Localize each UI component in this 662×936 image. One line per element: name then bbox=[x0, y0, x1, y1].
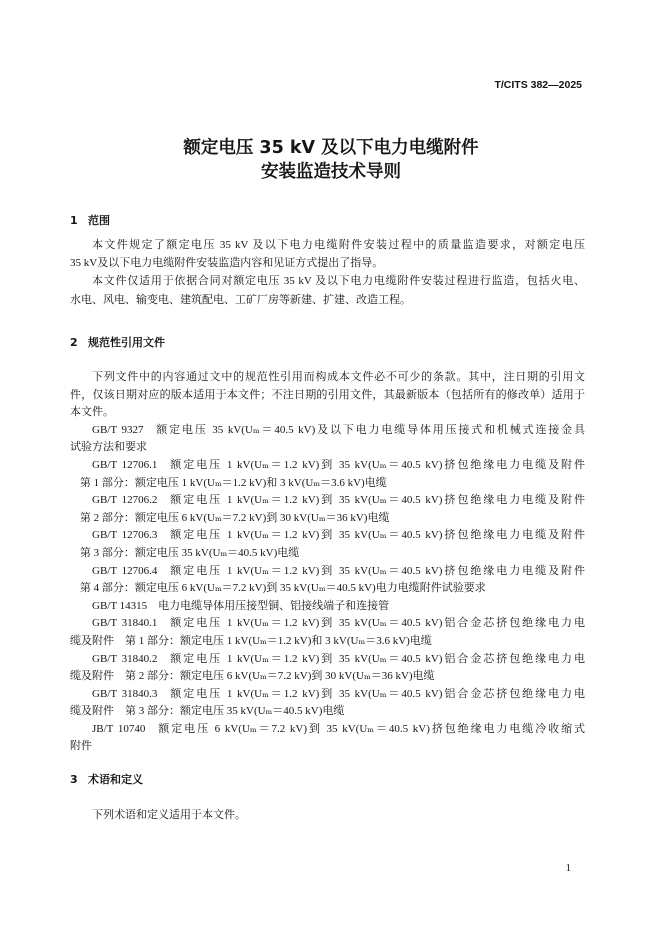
reference-code: GB/T 9327 bbox=[92, 423, 144, 436]
reference-title: 额定电压 1 kV(Uₘ＝1.2 kV)到 35 kV(Uₘ＝40.5 kV)挤包绝缘电力电缆及附件 bbox=[168, 529, 586, 542]
reference-title: 额定电压 6 kV(Uₘ＝7.2 kV)到 35 kV(Uₘ＝40.5 kV)挤包绝缘电力电缆冷收缩式 bbox=[156, 722, 585, 735]
paragraph-line: 水电、风电、输变电、建筑配电、工矿厂房等新建、扩建、改造工程。 bbox=[70, 293, 411, 306]
reference-line: 缆及附件 第 3 部分：额定电压 35 kV(Uₘ＝40.5 kV)电缆 bbox=[70, 705, 345, 718]
reference-title: 额定电压 1 kV(Uₘ＝1.2 kV)到 35 kV(Uₘ＝40.5 kV)铝合金芯挤包绝缘电力电 bbox=[168, 617, 586, 630]
title-line-1: 额定电压 35 kV 及以下电力电缆附件 bbox=[183, 138, 479, 158]
reference-line: 第 4 部分：额定电压 6 kV(Uₘ＝7.2 kV)到 35 kV(Uₘ＝40.5 kV)电力电缆附件试验要求 bbox=[79, 582, 486, 595]
reference-line bbox=[70, 422, 585, 440]
section-title: 规范性引用文件 bbox=[88, 336, 165, 349]
reference-code: GB/T 31840.2 bbox=[92, 652, 158, 665]
reference-line bbox=[70, 598, 585, 616]
reference-line bbox=[70, 615, 585, 633]
paragraph-line: 件，仅该日期对应的版本适用于本文件；不注日期的引用文件，其最新版本（包括所有的修改单）适用于 bbox=[70, 388, 585, 401]
reference-line bbox=[70, 457, 585, 475]
reference-entry bbox=[70, 615, 585, 650]
reference-entry bbox=[70, 457, 585, 492]
section-body-terms-definitions bbox=[70, 806, 585, 824]
reference-title: 额定电压 1 kV(Uₘ＝1.2 kV)到 35 kV(Uₘ＝40.5 kV)铝合金芯挤包绝缘电力电 bbox=[168, 652, 586, 665]
paragraph-line: 下列术语和定义适用于本文件。 bbox=[92, 809, 246, 821]
standard-number: T/CITS 382—2025 bbox=[494, 79, 582, 91]
section-title: 术语和定义 bbox=[88, 773, 143, 786]
reference-title: 额定电压 1 kV(Uₘ＝1.2 kV)到 35 kV(Uₘ＝40.5 kV)挤包绝缘电力电缆及附件 bbox=[168, 564, 586, 577]
reference-line bbox=[70, 721, 585, 739]
paragraph bbox=[70, 272, 585, 308]
section-number: 1 bbox=[70, 214, 78, 227]
reference-line: 第 2 部分：额定电压 6 kV(Uₘ＝7.2 kV)到 30 kV(Uₘ＝36 kV)电缆 bbox=[79, 511, 390, 524]
paragraph-line: 本文件。 bbox=[70, 406, 114, 419]
reference-title: 额定电压 1 kV(Uₘ＝1.2 kV)到 35 kV(Uₘ＝40.5 kV)铝合金芯挤包绝缘电力电 bbox=[168, 687, 586, 700]
paragraph-line: 本文件仅适用于依据合同对额定电压 35 kV 及以下电力电缆附件安装过程进行监造，包括火电、 bbox=[92, 275, 585, 288]
section-number: 3 bbox=[70, 773, 78, 786]
page-number: 1 bbox=[565, 862, 571, 874]
reference-entry bbox=[70, 422, 585, 457]
reference-line: 第 3 部分：额定电压 35 kV(Uₘ＝40.5 kV)电缆 bbox=[79, 546, 300, 559]
reference-title: 额定电压 1 kV(Uₘ＝1.2 kV)到 35 kV(Uₘ＝40.5 kV)挤包绝缘电力电缆及附件 bbox=[168, 458, 586, 471]
title-line-2: 安装监造技术导则 bbox=[261, 162, 401, 182]
reference-code: GB/T 12706.4 bbox=[92, 564, 158, 577]
section-body-scope bbox=[70, 236, 585, 309]
reference-entry bbox=[70, 598, 585, 616]
reference-title: 额定电压 35 kV(Uₘ＝40.5 kV)及以下电力电缆导体用压接式和机械式连接金具 bbox=[154, 423, 585, 436]
reference-code: GB/T 14315 bbox=[92, 599, 148, 612]
reference-entry bbox=[70, 563, 585, 598]
paragraph-line: 35 kV及以下电力电缆附件安装监造内容和见证方式提出了指导。 bbox=[70, 257, 384, 270]
section-heading-scope bbox=[70, 212, 585, 230]
reference-line: 第 1 部分：额定电压 1 kV(Uₘ＝1.2 kV)和 3 kV(Uₘ＝3.6 kV)电缆 bbox=[79, 476, 387, 489]
reference-code: GB/T 12706.1 bbox=[92, 458, 158, 471]
reference-line: 缆及附件 第 1 部分：额定电压 1 kV(Uₘ＝1.2 kV)和 3 kV(Uₘ＝3.6 kV)电缆 bbox=[70, 634, 432, 647]
reference-line bbox=[70, 492, 585, 510]
reference-line bbox=[70, 686, 585, 704]
reference-line: 附件 bbox=[70, 740, 92, 753]
paragraph-line: 下列文件中的内容通过文中的规范性引用而构成本文件必不可少的条款。其中，注日期的引用文 bbox=[92, 371, 585, 383]
reference-line: 试验方法和要求 bbox=[70, 441, 147, 454]
reference-code: GB/T 31840.1 bbox=[92, 617, 158, 630]
section-number: 2 bbox=[70, 336, 78, 349]
reference-entry bbox=[70, 721, 585, 756]
section-heading-normative-references bbox=[70, 334, 585, 352]
reference-code: GB/T 31840.3 bbox=[92, 687, 158, 700]
reference-entry bbox=[70, 686, 585, 721]
section-title: 范围 bbox=[88, 214, 110, 227]
section-heading-terms-definitions bbox=[70, 771, 585, 789]
reference-line bbox=[70, 563, 585, 581]
document-title bbox=[0, 136, 662, 184]
reference-entry bbox=[70, 651, 585, 686]
reference-title: 电力电缆导体用压接型铜、铝接线端子和连接管 bbox=[158, 599, 390, 612]
reference-code: JB/T 10740 bbox=[92, 722, 146, 735]
paragraph-line: 本文件规定了额定电压 35 kV 及以下电力电缆附件安装过程中的质量监造要求，对额定电压 bbox=[92, 239, 585, 251]
section-body-normative-references bbox=[70, 369, 585, 756]
reference-code: GB/T 12706.3 bbox=[92, 529, 158, 542]
reference-line bbox=[70, 527, 585, 545]
reference-title: 额定电压 1 kV(Uₘ＝1.2 kV)到 35 kV(Uₘ＝40.5 kV)挤包绝缘电力电缆及附件 bbox=[168, 494, 586, 507]
paragraph bbox=[70, 369, 585, 422]
paragraph bbox=[70, 236, 585, 272]
reference-entry bbox=[70, 492, 585, 527]
reference-line: 缆及附件 第 2 部分：额定电压 6 kV(Uₘ＝7.2 kV)到 30 kV(Uₘ＝36 kV)电缆 bbox=[70, 670, 435, 683]
paragraph bbox=[70, 806, 585, 824]
reference-code: GB/T 12706.2 bbox=[92, 494, 158, 507]
reference-line bbox=[70, 651, 585, 669]
reference-entry bbox=[70, 527, 585, 562]
